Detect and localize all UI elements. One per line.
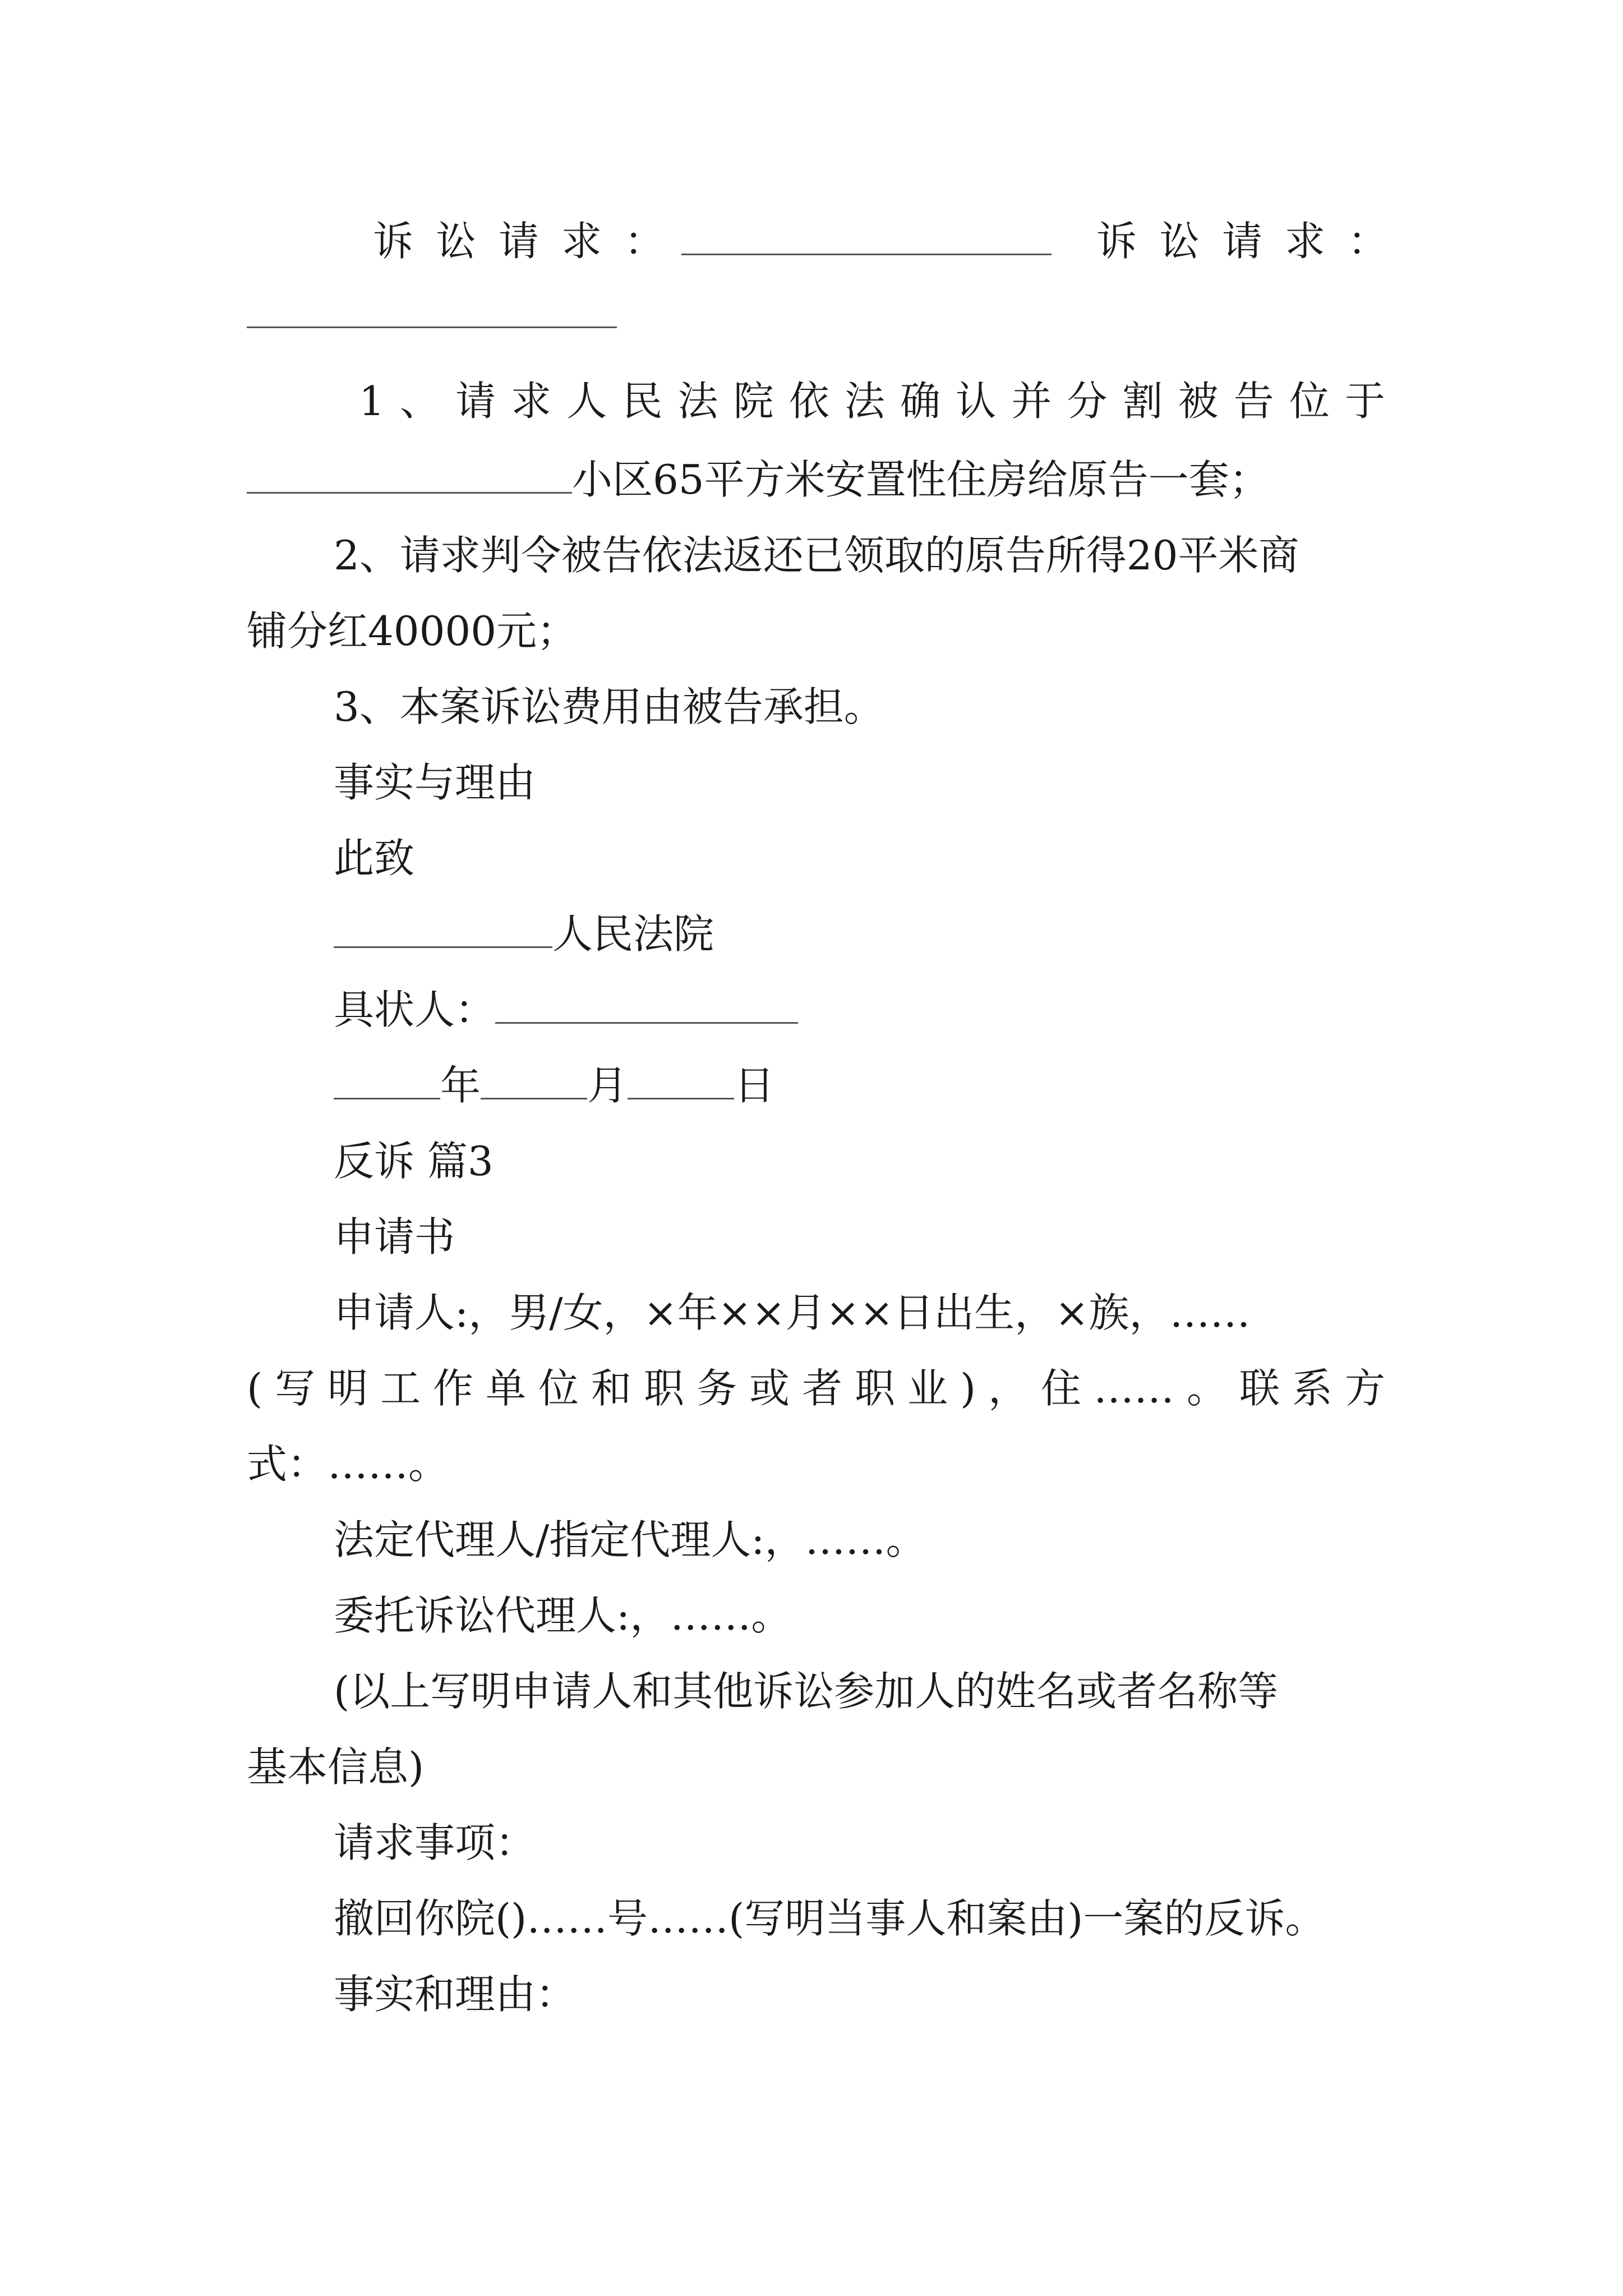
- signer-line: 具状人：: [334, 982, 798, 1038]
- blank-line: [247, 286, 617, 342]
- document-title: 申请书: [334, 1213, 455, 1260]
- court-line: 人民法院: [334, 906, 714, 962]
- note-line-2: 基本信息): [247, 1743, 425, 1791]
- request-heading: 请求事项：: [334, 1819, 536, 1866]
- facts-heading-2: 事实和理由：: [334, 1971, 577, 2018]
- request-item-1: 1、请求人民法院依法确认并分割被告位于: [359, 378, 1385, 425]
- applicant-line-3: 式：……。: [247, 1441, 449, 1488]
- applicant-line-1: 申请人:，男/女，×年××月××日出生，×族，……: [334, 1289, 1251, 1336]
- blank-line: [681, 213, 1052, 269]
- closing-salutation: 此致: [334, 835, 415, 882]
- litigation-request-label-left: 诉讼请求：: [373, 218, 688, 265]
- date-line: 年 月 日: [334, 1057, 774, 1114]
- request-item-2: 2、请求判令被告依法返还已领取的原告所得20平米商: [334, 532, 1299, 579]
- litigation-request-label-right: 诉讼请求：: [1096, 218, 1411, 265]
- request-item-2-continued: 铺分红40000元；: [247, 608, 578, 655]
- entrusted-agent-line: 委托诉讼代理人:，……。: [334, 1592, 792, 1639]
- legal-agent-line: 法定代理人/指定代理人:，……。: [334, 1516, 926, 1563]
- applicant-line-2: (写明工作单位和职务或者职业)，住……。联系方: [247, 1365, 1385, 1412]
- request-body: 撤回你院()……号……(写明当事人和案由)一案的反诉。: [334, 1895, 1326, 1942]
- request-item-3: 3、本案诉讼费用由被告承担。: [334, 683, 884, 730]
- facts-heading: 事实与理由: [334, 759, 536, 806]
- note-line-1: (以上写明申请人和其他诉讼参加人的姓名或者名称等: [334, 1668, 1279, 1715]
- section-title: 反诉 篇3: [334, 1138, 494, 1185]
- request-item-1-continued: 小区65平方米安置性住房给原告一套；: [247, 452, 1270, 508]
